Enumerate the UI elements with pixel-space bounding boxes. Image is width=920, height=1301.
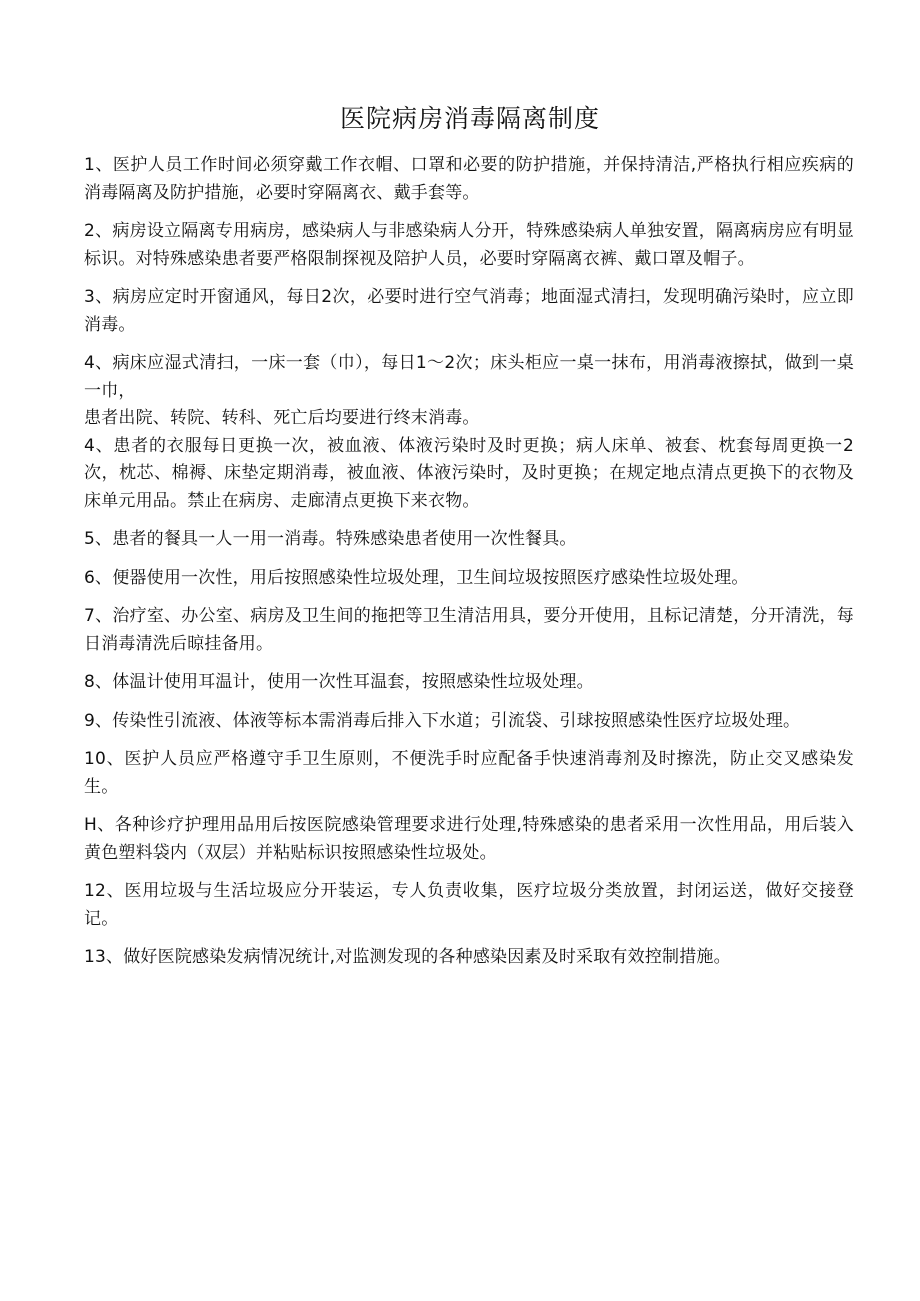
paragraph-6: 6、便器使用一次性，用后按照感染性垃圾处理，卫生间垃圾按照医疗感染性垃圾处理。: [84, 567, 749, 588]
paragraph-3: 3、病房应定时开窗通风，每日2次，必要时进行空气消毒；地面湿式清扫，发现明确污染时，应立即消毒。: [84, 287, 854, 335]
paragraph-9: 9、传染性引流液、体液等标本需消毒后排入下水道；引流袋、引球按照感染性医疗垃圾处理。: [84, 710, 801, 731]
paragraph-8: 8、体温计使用耳温计，使用一次性耳温套，按照感染性垃圾处理。: [84, 672, 594, 692]
document-title: 医院病房消毒隔离制度: [339, 104, 600, 133]
paragraph-4-continued: 患者出院、转院、转科、死亡后均要进行终末消毒。: [84, 408, 480, 428]
paragraph-11: H、各种诊疗护理用品用后按医院感染管理要求进行处理,特殊感染的患者采用一次性用品，用后装入黄色塑料袋内（双层）并粘贴标识按照感染性垃圾处。: [84, 815, 854, 863]
paragraph-5: 5、患者的餐具一人一用一消毒。特殊感染患者使用一次性餐具。: [84, 529, 577, 549]
paragraph-7: 7、治疗室、办公室、病房及卫生间的拖把等卫生清洁用具，要分开使用，且标记清楚，分开清洗，每日消毒清洗后晾挂备用。: [84, 606, 854, 654]
paragraph-4: 4、病床应湿式清扫，一床一套（巾），每日1〜2次；床头柜应一桌一抹布，用消毒液擦拭，做到一桌一巾，: [84, 353, 854, 401]
paragraph-1: 1、医护人员工作时间必须穿戴工作衣帽、口罩和必要的防护措施，并保持清洁,严格执行相应疾病的消毒隔离及防护措施，必要时穿隔离衣、戴手套等。: [84, 155, 854, 203]
paragraph-4b: 4、患者的衣服每日更换一次，被血液、体液污染时及时更换；病人床单、被套、枕套每周更换一2次，枕芯、棉褥、床垫定期消毒，被血液、体液污染时，及时更换；在规定地点清点更换下的衣物及床单元用品。禁止在病房、走廊清点更换下来衣物。: [84, 435, 854, 511]
paragraph-13: 13、做好医院感染发病情况统计,对监测发现的各种感染因素及时采取有效控制措施。: [84, 947, 731, 967]
document-body: [84, 152, 854, 972]
paragraph-12: 12、医用垃圾与生活垃圾应分开装运，专人负责收集，医疗垃圾分类放置，封闭运送，做好交接登记。: [84, 881, 854, 929]
paragraph-2: 2、病房设立隔离专用病房，感染病人与非感染病人分开，特殊感染病人单独安置，隔离病房应有明显标识。对特殊感染患者要严格限制探视及陪护人员，必要时穿隔离衣裤、戴口罩及帽子。: [84, 221, 854, 269]
paragraph-10: 10、医护人员应严格遵守手卫生原则，不便洗手时应配备手快速消毒剂及时擦洗，防止交叉感染发生。: [84, 749, 854, 797]
